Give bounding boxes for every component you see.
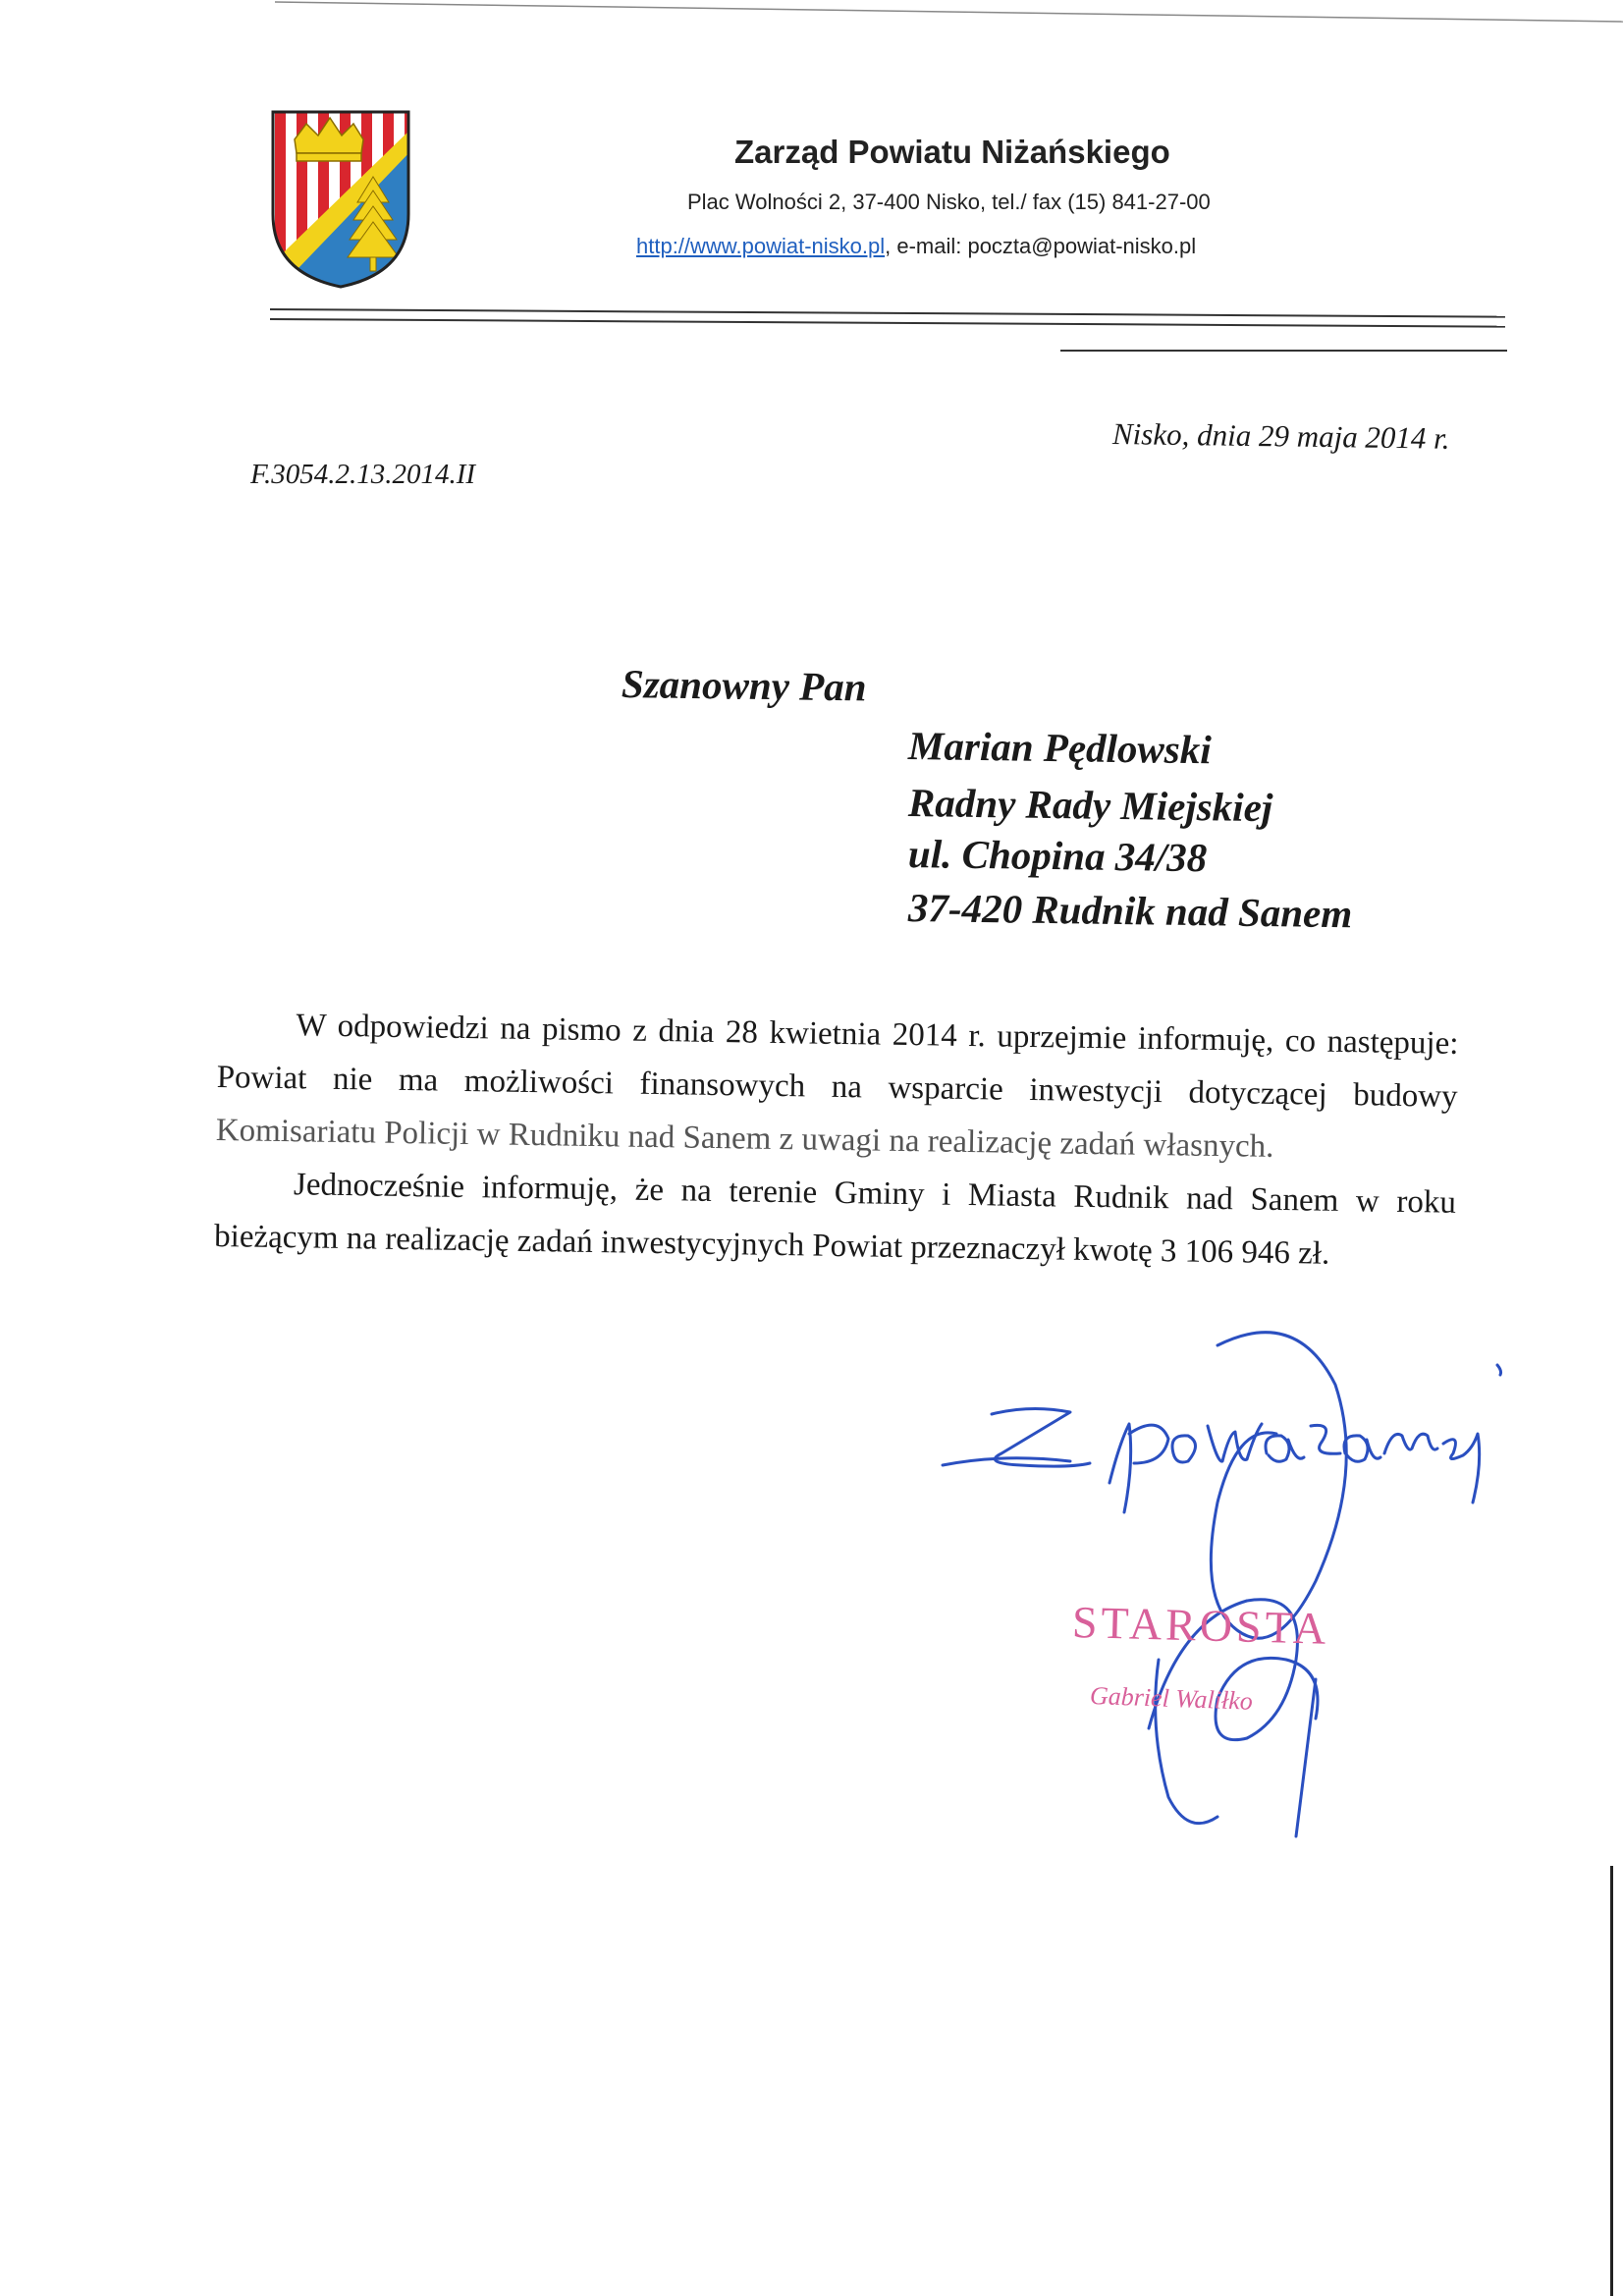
scan-edge-margin bbox=[1610, 1866, 1613, 2296]
organization-name: Zarząd Powiatu Niżańskiego bbox=[734, 134, 1170, 170]
body-paragraph-1-text: W odpowiedzi na pismo z dnia 28 kwietnia 2014 r. uprzejmie informuję, co następuje: Powiat nie ma możliwości finansowych na wsparcie inwestycji dotyczącej budowy bbox=[216, 1008, 1459, 1115]
addressee-name: Marian Pędlowski bbox=[907, 723, 1212, 773]
salutation: Szanowny Pan bbox=[621, 661, 867, 710]
organization-address: Plac Wolności 2, 37-400 Nisko, tel./ fax (15) 841-27-00 bbox=[687, 190, 1211, 214]
stamp-name: Gabriel Waliłko bbox=[1089, 1681, 1254, 1716]
website-link[interactable]: http://www.powiat-nisko.pl bbox=[636, 234, 886, 258]
addressee-city: 37-420 Rudnik nad Sanem bbox=[907, 885, 1353, 937]
organization-contact bbox=[636, 234, 1196, 259]
coat-of-arms-icon bbox=[267, 106, 414, 293]
place-and-date: Nisko, dnia 29 maja 2014 r. bbox=[1111, 416, 1450, 456]
letterhead-divider-bottom bbox=[270, 318, 1505, 328]
body-paragraph-1-tail: Komisariatu Policji w Rudniku nad Sanem z uwagi na realizację zadań własnych. bbox=[215, 1112, 1274, 1165]
handwritten-signature bbox=[923, 1306, 1532, 1856]
letter-body bbox=[214, 998, 1459, 1283]
addressee-street: ul. Chopina 34/38 bbox=[907, 831, 1208, 881]
reference-number: F.3054.2.13.2014.II bbox=[250, 459, 476, 490]
addressee-title: Radny Rady Miejskiej bbox=[907, 780, 1273, 831]
letterhead-divider-short bbox=[1060, 350, 1507, 352]
body-paragraph-1 bbox=[215, 998, 1458, 1176]
scan-edge-line bbox=[0, 0, 1623, 29]
email-text: , e-mail: poczta@powiat-nisko.pl bbox=[885, 234, 1197, 258]
body-paragraph-2: Jednocześnie informuję, że na terenie Gminy i Miasta Rudnik nad Sanem w roku bieżącym na realizację zadań inwestycyjnych Powiat przeznaczył kwotę 3 106 946 zł. bbox=[213, 1167, 1457, 1272]
letterhead-divider-top bbox=[270, 308, 1505, 318]
stamp-title: STAROSTA bbox=[1071, 1597, 1330, 1654]
